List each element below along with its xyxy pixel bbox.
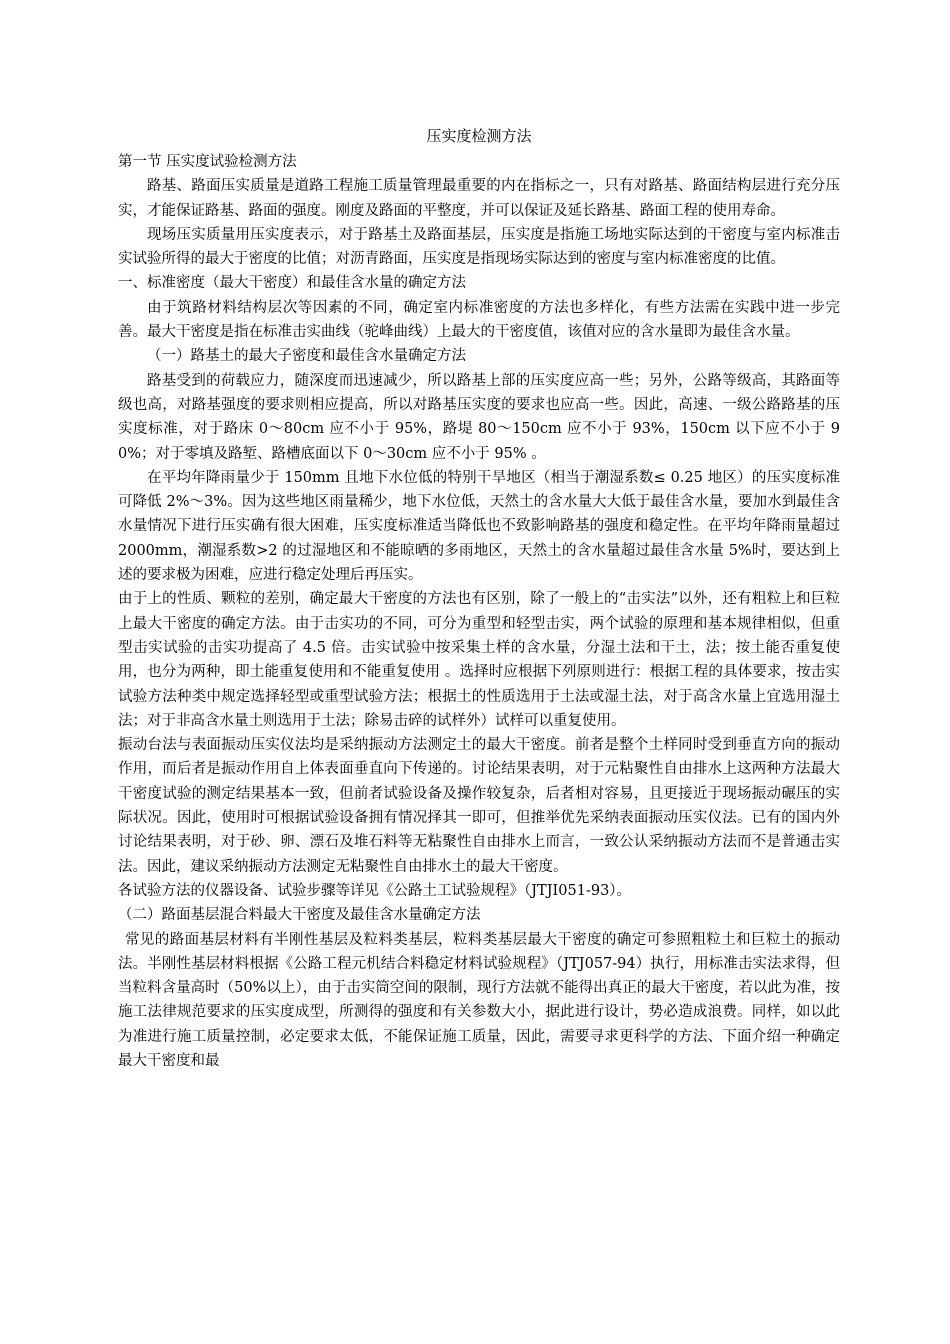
subsection-heading: （一）路基土的最大子密度和最佳含水量确定方法 [147, 348, 466, 365]
paragraph: 在平均年降雨量少于 150mm 且地下水位低的特别干旱地区（相当于潮湿系数≤ 0.25 地区）的压实度标准可降低 2%～3%。因为这些地区雨量稀少，地下水位低，天然土的含水量大大低于最佳含水量，要加水到最佳含水量情况下进行压实确有很大困难，压实度标准适当降低也不致影响路基的强度和稳定性。在平均年降雨量超过 2000mm，潮湿系数>2 的过湿地区和不能晾晒的多雨地区，天然土的含水量超过最佳含水量 5%时，要达到上述的要求极为困难，应进行稳定处理后再压实。 [118, 469, 840, 584]
paragraph: 常见的路面基层材料有半刚性基层及粒料类基层，粒料类基层最大干密度的确定可参照粗粒土和巨粒土的振动法。半刚性基层材料根据《公路工程元机结合料稳定材料试验规程》（JTJ057-94）执行，用标准击实法求得，但当粒料含量高时（50%以上），由于击实筒空间的限制，现行方法就不能得出真正的最大干密度，若以此为准，按施工法律规范要求的压实度成型，所测得的强度和有关参数大小，据此进行设计，势必造成浪费。同样，如以此为准进行施工质量控制，必定要求太低，不能保证施工质量，因此，需要寻求更科学的方法、下面介绍一种确定最大干密度和最 [118, 931, 840, 1069]
section-heading: 第一节 压实度试验检测方法 [118, 154, 297, 170]
paragraph: 由于上的性质、颗粒的差别，确定最大干密度的方法也有区别，除了一般上的“击实法”以外，还有粗粒上和巨粒上最大干密度的确定方法。由于击实功的不同，可分为重型和轻型击实，两个试验的原理和基本规律相似，但重型击实试验的击实功提高了 4.5 倍。击实试验中按采集土样的含水量，分湿土法和干土，法；按土能否重复使用，也分为两种，即土能重复使用和不能重复使用 。选择时应根据下列原则进行：根据工程的具体要求，按击实试验方法种类中规定选择轻型或重型试验方法；根据土的性质选用于土法或湿土法，对于高含水量上宜选用湿土法；对于非高含水量土则选用于土法；除易击碎的试样外）试样可以重复使用。 [118, 591, 840, 729]
paragraph: 振动台法与表面振动压实仪法均是采纳振动方法测定土的最大干密度。前者是整个土样同时受到垂直方向的振动作用，而后者是振动作用自上体表面垂直向下传递的。讨论结果表明，对于元粘聚性自由排水上这两种方法最大干密度试验的测定结果基本一致，但前者试验设备及操作较复杂，后者相对容易，且更接近于现场振动碾压的实际状况。因此，使用时可根据试验设备拥有情况择其一即可，但推举优先采纳表面振动压实仪法。已有的国内外讨论结果表明，对于砂、卵、漂石及堆石料等无粘聚性自由排水上而言，一致公认采纳振动方法而不是普通击实法。因此，建议采纳振动方法测定无粘聚性自由排水土的最大干密度。 [118, 737, 840, 875]
paragraph: 由于筑路材料结构层次等因素的不同，确定室内标准密度的方法也多样化，有些方法需在实践中进一步完善。最大干密度是指在标准击实曲线（驼峰曲线）上最大的干密度值，该值对应的含水量即为最佳含水量。 [118, 299, 840, 341]
document-page [118, 126, 840, 1073]
document-title: 压实度检测方法 [426, 127, 532, 145]
subsection-heading: （二）路面基层混合料最大干密度及最佳含水量确定方法 [118, 907, 481, 924]
paragraph: 现场压实质量用压实度表示，对于路基土及路面基层，压实度是指施工场地实际达到的干密度与室内标准击实试验所得的最大于密度的比值；对沥青路面，压实度是指现场实际达到的密度与室内标准密度的比值。 [118, 226, 840, 268]
paragraph: 路基、路面压实质量是道路工程施工质量管理最重要的内在指标之一，只有对路基、路面结构层进行充分压实，才能保证路基、路面的强度。刚度及路面的平整度，并可以保证及延长路基、路面工程的使用寿命。 [118, 178, 840, 219]
subsection-heading: 一、标准密度（最大干密度）和最佳含水量的确定方法 [118, 275, 466, 292]
paragraph: 路基受到的荷载应力，随深度而迅速减少，所以路基上部的压实度应高一些；另外，公路等级高，其路面等级也高，对路基强度的要求则相应提高，所以对路基压实度的要求也应高一些。因此，高速、一级公路路基的压实度标准，对于路床 0～80cm 应不小于 95%，路堤 80～150cm 应不小于 93%，150cm 以下应不小于 90%；对于零填及路堑、路槽底面以下 0～30cm 应不小于 95% 。 [118, 372, 840, 462]
paragraph: 各试验方法的仪器设备、试验步骤等详见《公路土工试验规程》（JTJI051-93）。 [118, 882, 632, 899]
